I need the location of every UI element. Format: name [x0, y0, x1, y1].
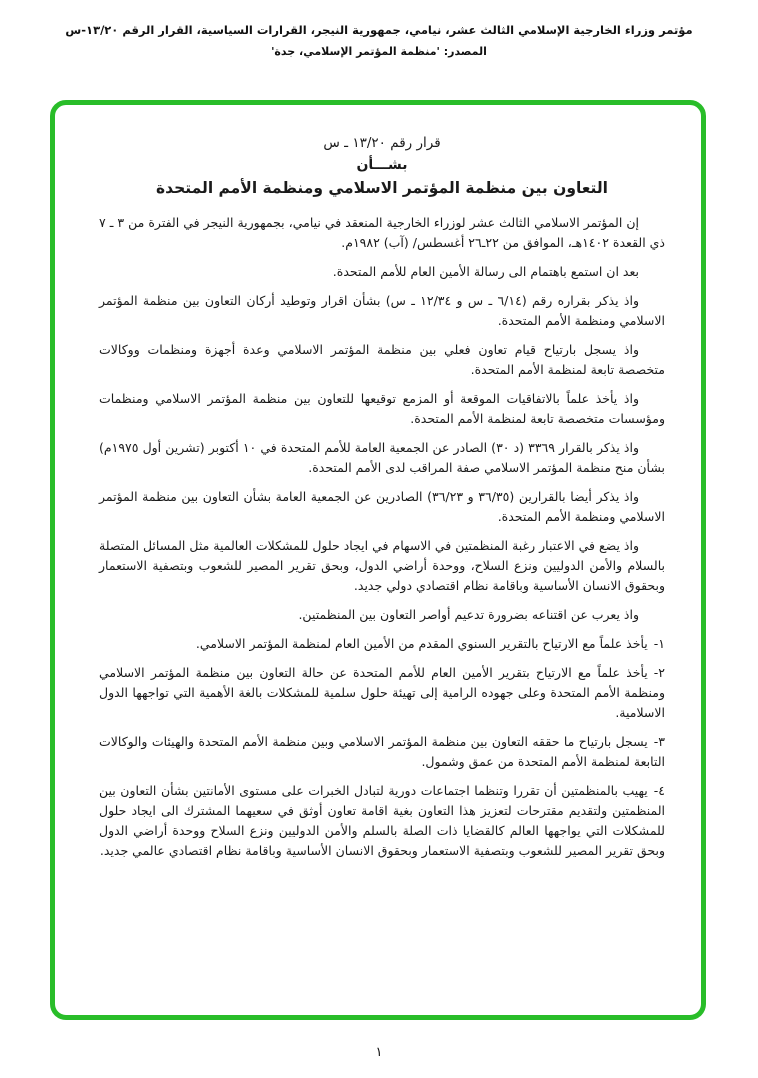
header-citation-line: مؤتمر وزراء الخارجية الإسلامي الثالث عشر، نيامي، جمهورية النيجر، القرارات السياسية، القرار الرقم ١٣/٢٠-س	[65, 23, 693, 37]
page-number: ١	[375, 1045, 383, 1060]
document-header	[0, 0, 758, 63]
paragraph: واذ يذكر بالقرار ٣٣٦٩ (د ٣٠) الصادر عن الجمعية العامة للأمم المتحدة في ١٠ أكتوبر (تشرين أول ١٩٧٥م) بشأن منح منظمة المؤتمر الاسلامي صفة المراقب لدى الأمم المتحدة.	[99, 440, 665, 475]
subject-label: بشـــأن	[356, 157, 408, 173]
paragraph: واذ يسجل بارتياح قيام تعاون فعلي بين منظمة المؤتمر الاسلامي وعدة أجهزة ومنظمات ووكالات متخصصة تابعة لمنظمة الأمم المتحدة.	[99, 342, 665, 377]
page-footer	[0, 1045, 758, 1060]
paragraph: واذ يضع في الاعتبار رغبة المنظمتين في الاسهام في ايجاد حلول للمشكلات العالمية مثل المسائل المتصلة بالسلام والأمن الدوليين ونزع السلاح، ووحدة أراضي الدول، وبحق تقرير المصير للشعوب وبتصفية الاستعمار وبحقوق الانسان الأساسية وباقامة نظام اقتصادي دولي جديد.	[99, 538, 665, 593]
document-content	[99, 135, 665, 1005]
paragraph: واذ يذكر أيضا بالقرارين (٣٦/٣٥ و ٣٦/٢٣) الصادرين عن الجمعية العامة بشأن التعاون بين منظمة المؤتمر الاسلامي ومنظمة الأمم المتحدة.	[99, 489, 665, 524]
numbered-item	[99, 732, 665, 772]
item-number: ٣-	[653, 734, 665, 749]
item-number: ٢-	[653, 665, 665, 680]
paragraph: إن المؤتمر الاسلامي الثالث عشر لوزراء الخارجية المنعقد في نيامي، بجمهورية النيجر في الفترة من ٣ ـ ٧ ذي القعدة ١٤٠٢هـ، الموافق من ٢٢ـ٢٦ أغسطس/ (آب) ١٩٨٢م.	[99, 215, 665, 250]
item-text: يأخذ علماً مع الارتياح بتقرير الأمين العام للأمم المتحدة عن حالة التعاون بين منظمة المؤتمر الاسلامي ومنظمة الأمم المتحدة وعلى جهوده الرامية إلى تهيئة حلول سلمية للمشكلات بالغة الأهمية التي تواجهها الدول الاسلامية.	[99, 665, 665, 720]
numbered-items	[99, 634, 665, 861]
title-block	[99, 135, 665, 197]
paragraph: واذ يعرب عن اقتناعه بضرورة تدعيم أواصر التعاون بين المنظمتين.	[298, 607, 639, 622]
green-border-frame	[50, 100, 706, 1020]
header-source-line: المصدر: 'منظمة المؤتمر الإسلامي، جدة'	[271, 44, 487, 58]
decree-number: قرار رقم ١٣/٢٠ ـ س	[323, 135, 441, 151]
document-body	[99, 213, 665, 625]
numbered-item	[99, 781, 665, 861]
item-number: ٤-	[653, 783, 665, 798]
paragraph: واذ يأخذ علماً بالاتفاقيات الموقعة أو المزمع توقيعها للتعاون بين منظمة المؤتمر الاسلامي ومنظمات ومؤسسات متخصصة تابعة لمنظمة الأمم المتحدة.	[99, 391, 665, 426]
item-text: يأخذ علماً مع الارتياح بالتقرير السنوي المقدم من الأمين العام لمنظمة المؤتمر الاسلامي.	[195, 636, 648, 651]
paragraph: بعد ان استمع باهتمام الى رسالة الأمين العام للأمم المتحدة.	[332, 264, 639, 279]
subject-title: التعاون بين منظمة المؤتمر الاسلامي ومنظمة الأمم المتحدة	[156, 179, 608, 197]
item-number: ١-	[653, 636, 665, 651]
item-text: يسجل بارتياح ما حققه التعاون بين منظمة المؤتمر الاسلامي وبين منظمة الأمم المتحدة والهيئات والوكالات التابعة لمنظمة الأمم المتحدة من عمق وشمول.	[99, 734, 665, 769]
numbered-item	[99, 634, 665, 654]
item-text: يهيب بالمنظمتين أن تقررا وتنظما اجتماعات دورية لتبادل الخبرات على مستوى الأمانتين بشأن التعاون بين المنظمتين ولتقديم مقترحات لتعزيز هذا التعاون بغية اقامة تعاون أوثق في سعيهما المشترك الى ايجاد حلول للمشكلات التي يواجهها العالم كالقضايا ذات الصلة بالسلم والأمن الدوليين ونزع السلاح ووحدة أراضي الدول وبحق تقرير المصير للشعوب وبتصفية الاستعمار وبحقوق الانسان الأساسية وباقامة نظام اقتصادي عالمي جديد.	[99, 783, 665, 858]
numbered-item	[99, 663, 665, 723]
paragraph: واذ يذكر بقراره رقم (٦/١٤ ـ س و ١٢/٣٤ ـ س) بشأن اقرار وتوطيد أركان التعاون بين منظمة المؤتمر الاسلامي ومنظمة الأمم المتحدة.	[99, 293, 665, 328]
